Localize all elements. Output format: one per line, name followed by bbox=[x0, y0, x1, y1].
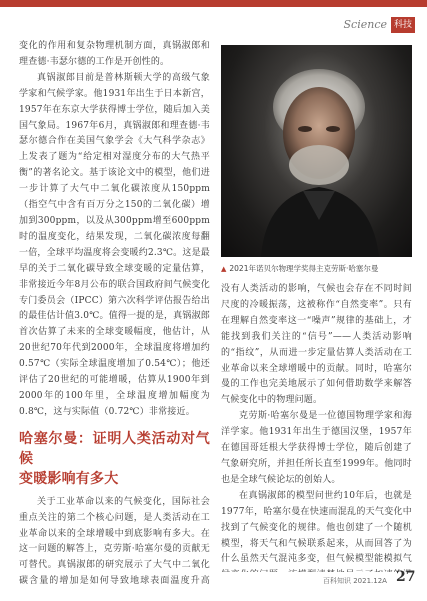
paragraph: 变化的作用和复杂物理机制方面，真锅淑郎和理查德·韦瑟尔德的工作是开创性的。 bbox=[19, 41, 210, 67]
paragraph: 关于工业革命以来的气候变化，国际社会重点关注的第二个核心问题，是人类活动在工业革命以来的全球增暖中到底影响有多大。在这一问题的解答上，克劳斯·哈塞尔曼的贡献无可替代。真锅淑郎的研究展示了大气中二氧化碳含量的增加是如何导致地球表面温度升高 bbox=[19, 496, 210, 587]
left-column bbox=[19, 39, 210, 587]
section-heading bbox=[19, 429, 210, 489]
caption-text: 2021年诺贝尔物理学奖得主克劳斯·哈塞尔曼 bbox=[229, 264, 379, 273]
paragraph: 克劳斯·哈塞尔曼是一位德国物理学家和海洋学家。他1931年出生于德国汉堡，1957年在德国哥廷根大学获得博士学位，随后创建了气象研究所，并担任所长直至1999年。他同时也是全球气候论坛的创始人。 bbox=[221, 411, 412, 485]
paragraph: 真锅淑郎目前是普林斯顿大学的高级气象学家和气候学家。他1931年出生于日本新宫，1957年在东京大学获得博士学位，随后加入美国气象局。1967年6月，真锅淑郎和理查德·韦瑟尔德合作在美国气象学会《大气科学杂志》上发表了题为“给定相对湿度分布的大气热平衡”的著名论文。基于该论文中的模型，他们进一步计算了大气中二氧化碳浓度从150ppm（指空气中含有百万分之150的二氧化碳）增加到300ppm，以及从300ppm增至600ppm时的温度变化，结果发现，二氧化碳浓度每翻一倍，全球平均温度将会变暖约2.3℃。这是最早的关于二氧化碳导致全球变暖的定量估算，非常接近今年8月公布的联合国政府间气候变化专门委员会（IPCC）第六次科学评估报告给出的最佳估计值3.0℃。值得一提的是，真锅淑郎首次估算了未来的全球变暖幅度，他估计，从20世纪70年代到2000年，全球温度将增加约0.57℃（实际全球温度增加了0.54℃）；他还评估了20世纪的可能增暖，估算从1900年到2000年的100年里，全球温度增加幅度为0.8℃，这与实际值（0.72℃）非常接近。 bbox=[19, 72, 210, 417]
photo-caption bbox=[221, 263, 412, 275]
page-header bbox=[0, 0, 427, 38]
paragraph: 没有人类活动的影响，气候也会存在不同时间尺度的冷暖振荡，这被称作“自然变率”。只有在理解自然变率这一“噪声”规律的基础上，才能找到我们关注的“信号”——人类活动影响的“指纹”，从而进一步定量估算人类活动在工业革命以来全球增暖中的贡献。同时，哈塞尔曼的工作也完美地展示了如何借助数学来解答气候变化中的物理问题。 bbox=[221, 284, 412, 406]
caption-marker-icon: ▲ bbox=[221, 265, 227, 273]
journal-issue: 百科知识 2021.12A bbox=[323, 577, 387, 585]
paragraph: 在真锅淑郎的模型问世约10年后，也就是1977年，哈塞尔曼在快速而混乱的天气变化中找到了气候变化的规律。他也创建了一个随机模型，将天气和气候联系起来，从而回答了为什么虽然天气混沌多变，但气候模型能模拟气 bbox=[221, 490, 412, 565]
header-accent-bar bbox=[0, 0, 427, 7]
portrait-illustration bbox=[221, 45, 412, 257]
portrait-photo bbox=[221, 45, 412, 257]
right-column bbox=[221, 282, 412, 572]
section-label-cn: 科技 bbox=[391, 17, 415, 33]
page-number: 27 bbox=[396, 569, 416, 585]
section-heading-line: 变暖影响有多大 bbox=[19, 470, 119, 487]
section-heading-line: 哈塞尔曼：证明人类活动对气候 bbox=[19, 430, 210, 467]
section-label-en: Science bbox=[343, 18, 387, 31]
